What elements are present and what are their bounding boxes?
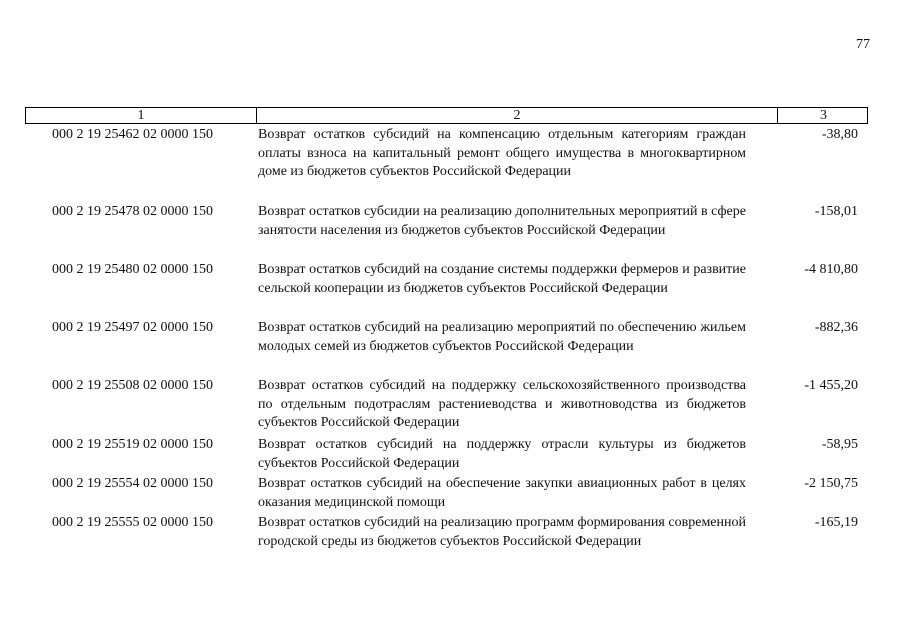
row-code: 000 2 19 25480 02 0000 150 bbox=[52, 262, 213, 277]
row-amount: -882,36 bbox=[814, 320, 858, 335]
row-amount: -4 810,80 bbox=[804, 262, 858, 277]
header-col-2: 2 bbox=[256, 108, 777, 123]
row-code: 000 2 19 25508 02 0000 150 bbox=[52, 378, 213, 393]
row-description: Возврат остатков субсидии на реализацию дополнительных мероприятий в сфере занятости населения из бюджетов субъектов Российской Федерации bbox=[258, 204, 746, 238]
row-description: Возврат остатков субсидий на реализацию программ формирования современной городской среды из бюджетов субъектов Российской Федерации bbox=[258, 515, 746, 549]
row-description: Возврат остатков субсидий на обеспечение закупки авиационных работ в целях оказания медицинской помощи bbox=[258, 476, 746, 510]
row-code: 000 2 19 25519 02 0000 150 bbox=[52, 437, 213, 452]
row-amount: -2 150,75 bbox=[804, 476, 858, 491]
row-amount: -158,01 bbox=[814, 204, 858, 219]
row-description: Возврат остатков субсидий на компенсацию отдельным категориям граждан оплаты взноса на капитальный ремонт общего имущества в многоквартирном доме из бюджетов субъектов Российской Федерации bbox=[258, 127, 746, 179]
header-col-1: 1 bbox=[137, 108, 145, 123]
table-header bbox=[25, 107, 868, 124]
header-col-3: 3 bbox=[777, 108, 869, 123]
row-amount: -58,95 bbox=[821, 437, 858, 452]
row-code: 000 2 19 25554 02 0000 150 bbox=[52, 476, 213, 491]
row-code: 000 2 19 25478 02 0000 150 bbox=[52, 204, 213, 219]
row-code: 000 2 19 25497 02 0000 150 bbox=[52, 320, 213, 335]
row-description: Возврат остатков субсидий на создание системы поддержки фермеров и развитие сельской кооперации из бюджетов субъектов Российской Федерации bbox=[258, 262, 746, 296]
row-description: Возврат остатков субсидий на реализацию мероприятий по обеспечению жильем молодых семей из бюджетов субъектов Российской Федерации bbox=[258, 320, 746, 354]
row-description: Возврат остатков субсидий на поддержку сельскохозяйственного производства по отдельным подотраслям растениеводства и животноводства из бюджетов субъектов Российской Федерации bbox=[258, 378, 746, 430]
row-amount: -1 455,20 bbox=[804, 378, 858, 393]
page-number: 77 bbox=[856, 37, 870, 52]
row-code: 000 2 19 25462 02 0000 150 bbox=[52, 127, 213, 142]
row-amount: -38,80 bbox=[821, 127, 858, 142]
row-code: 000 2 19 25555 02 0000 150 bbox=[52, 515, 213, 530]
row-amount: -165,19 bbox=[814, 515, 858, 530]
row-description: Возврат остатков субсидий на поддержку отрасли культуры из бюджетов субъектов Российской Федерации bbox=[258, 437, 746, 471]
